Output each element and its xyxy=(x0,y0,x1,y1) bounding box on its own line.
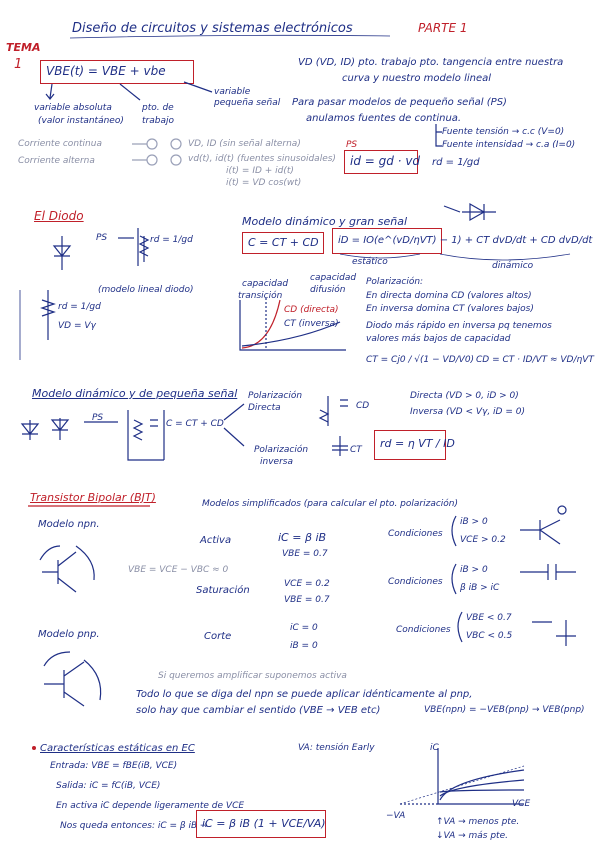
var-abs: variable absoluta xyxy=(34,103,112,113)
cond-activa: Condiciones xyxy=(388,529,443,539)
diodo-rd: rd = 1/gd xyxy=(150,235,193,245)
graph-ic: iC xyxy=(430,743,439,753)
cap-dif: capacidad xyxy=(310,273,357,283)
pto-trabajo: pto. de xyxy=(142,103,174,113)
main-equation: VBE(t) = VBE + vbe xyxy=(46,64,166,78)
peq-rd: rd = η VT / ID xyxy=(380,437,455,450)
rapido-1: Diodo más rápido en inversa pq tenemos xyxy=(366,321,552,331)
graph-vce: VCE xyxy=(512,799,531,809)
cond-corte: Condiciones xyxy=(396,625,451,635)
dinamico: dinámico xyxy=(492,261,534,271)
page-title: Diseño de circuitos y sistemas electrónicos xyxy=(72,21,353,36)
vd-vgamma: VD = Vγ xyxy=(58,321,96,331)
bjt-simpl: Modelos simplificados (para calcular el pto. polarización) xyxy=(202,499,459,509)
pasar-1: Para pasar modelos de pequeño señal (PS) xyxy=(292,97,507,108)
pol-directa: En directa domina CD (valores altos) xyxy=(366,291,532,301)
va-label: VA: tensión Early xyxy=(298,743,375,753)
cont-vals: VD, ID (sin señal alterna) xyxy=(188,139,301,149)
graph-va: −VA xyxy=(386,811,406,821)
cap-trans-2: transición xyxy=(238,291,283,301)
salida: Salida: iC = fC(iB, VCE) xyxy=(56,781,161,791)
diodo-ps: PS xyxy=(96,233,108,243)
c-equation: C = CT + CD xyxy=(248,236,319,249)
pasar-2: anulamos fuentes de continua. xyxy=(306,113,462,124)
cap-dif-2: difusión xyxy=(310,285,346,295)
var-peq-2: pequeña señal xyxy=(214,98,281,108)
cap-trans: capacidad xyxy=(242,279,289,289)
peq-directa: Directa (VD > 0, iD > 0) xyxy=(410,391,519,401)
estatico: estático xyxy=(352,257,388,267)
tema-number: 1 xyxy=(14,57,23,72)
peq-ps: PS xyxy=(92,413,104,423)
var-peq: variable xyxy=(214,87,251,97)
peq-pol-inv: Polarización xyxy=(254,445,309,455)
polarizacion: Polarización: xyxy=(366,277,424,287)
sat-eq-2: VBE = 0.7 xyxy=(284,595,330,605)
queda: Nos queda entonces: iC = β iB → xyxy=(60,821,208,831)
modelo-lineal: (modelo lineal diodo) xyxy=(98,285,194,295)
fuente-v: Fuente tensión → c.c (V=0) xyxy=(442,127,565,137)
peq-heading: Modelo dinámico y de pequeña señal xyxy=(32,387,238,400)
peq-pol-dir: Polarización xyxy=(248,391,303,401)
corr-alt: Corriente alterna xyxy=(18,156,95,166)
activa-dep: En activa iC depende ligeramente de VCE xyxy=(56,801,245,811)
activa-eq-2: VBE = 0.7 xyxy=(282,549,328,559)
ct-formula: CT = Cj0 / √(1 − VD/V0) xyxy=(366,355,475,365)
corte-eq: iC = 0 xyxy=(290,623,318,633)
activa-label: Activa xyxy=(200,535,232,546)
pnp-label: Modelo pnp. xyxy=(38,629,100,640)
alt-vals: vd(t), id(t) (fuentes sinusoidales) xyxy=(188,154,336,164)
id-equation: id = gd · vd xyxy=(350,154,421,168)
vbe-eq: VBE = VCE − VBC ≈ 0 xyxy=(128,565,229,575)
vbe-pnp: VBE(npn) = −VEB(pnp) → VEB(pnp) xyxy=(424,705,585,715)
part-label: PARTE 1 xyxy=(418,21,468,35)
peq-inversa: Inversa (VD < Vγ, iD = 0) xyxy=(410,407,525,417)
var-abs-2: (valor instantáneo) xyxy=(38,116,124,126)
cond-c1: VBE < 0.7 xyxy=(466,613,512,623)
fuente-i: Fuente intensidad → c.a (I=0) xyxy=(442,140,576,150)
diodo-rd-2: rd = 1/gd xyxy=(58,302,101,312)
entrada: Entrada: VBE = fBE(iB, VCE) xyxy=(50,761,178,771)
peq-cd: CD xyxy=(356,401,370,411)
alt-vals-3: i(t) = VD cos(wt) xyxy=(226,178,302,188)
va-menos: ↑VA → menos pte. xyxy=(436,817,520,827)
saturacion-label: Saturación xyxy=(196,585,250,596)
peq-pol-dir-2: Directa xyxy=(248,403,281,413)
pto-trabajo-2: trabajo xyxy=(142,116,174,126)
si-queremos: Si queremos amplificar suponemos activa xyxy=(158,671,347,681)
rd-equation: rd = 1/gd xyxy=(432,157,480,168)
cond-a2: VCE > 0.2 xyxy=(460,535,506,545)
bjt-heading: Transistor Bipolar (BJT) xyxy=(30,491,156,504)
corte-eq-2: iB = 0 xyxy=(290,641,318,651)
vd-line: VD (VD, ID) pto. trabajo pto. tangencia entre nuestra xyxy=(298,57,564,68)
vd-line-2: curva y nuestro modelo lineal xyxy=(342,73,492,84)
peq-ct: CT xyxy=(350,445,362,455)
pol-inversa: En inversa domina CT (valores bajos) xyxy=(366,304,534,314)
cond-c2: VBC < 0.5 xyxy=(466,631,513,641)
npn-label: Modelo npn. xyxy=(38,519,100,530)
alt-vals-2: i(t) = ID + id(t) xyxy=(226,166,294,176)
corr-cont: Corriente continua xyxy=(18,139,102,149)
ct-inversa: CT (inversa) xyxy=(284,319,339,329)
peq-pol-inv-2: inversa xyxy=(260,457,293,467)
id-big-equation: iD = IO(e^(vD/ηVT) − 1) + CT dvD/dt + CD dvD/dt xyxy=(338,235,593,246)
peq-c-eq: C = CT + CD xyxy=(166,419,224,429)
cond-a1: iB > 0 xyxy=(460,517,488,527)
diodo-heading: El Diodo xyxy=(34,209,84,223)
todo-2: solo hay que cambiar el sentido (VBE → VEB etc) xyxy=(136,705,381,716)
tema-label: TEMA xyxy=(6,41,41,54)
cond-s2: β iB > iC xyxy=(460,583,500,593)
din-heading: Modelo dinámico y gran señal xyxy=(242,215,408,228)
cd-directa: CD (directa) xyxy=(284,305,339,315)
activa-eq: iC = β iB xyxy=(278,531,327,544)
sat-eq: VCE = 0.2 xyxy=(284,579,330,589)
carac-heading: Características estáticas en EC xyxy=(40,743,195,754)
rapido-2: valores más bajos de capacidad xyxy=(366,334,511,344)
ic-final: iC = β iB (1 + VCE/VA) xyxy=(202,817,326,830)
corte-label: Corte xyxy=(204,631,232,642)
todo-1: Todo lo que se diga del npn se puede aplicar idénticamente al pnp, xyxy=(136,689,473,700)
va-mas: ↓VA → más pte. xyxy=(436,831,508,841)
ps-label: PS xyxy=(346,140,358,150)
cond-s1: iB > 0 xyxy=(460,565,488,575)
cd-formula: CD = CT · ID/VT ≈ VD/ηVT xyxy=(476,355,594,365)
cond-sat: Condiciones xyxy=(388,577,443,587)
